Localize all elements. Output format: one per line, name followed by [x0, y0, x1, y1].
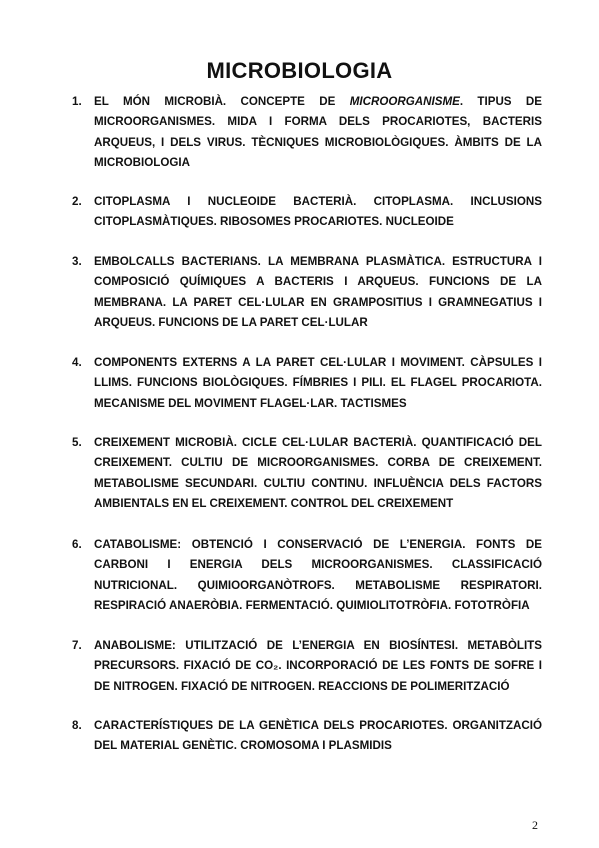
topic-number: 3. [72, 255, 82, 268]
topic-item [72, 636, 542, 697]
topic-item [72, 353, 542, 414]
topic-text: CREIXEMENT MICROBIÀ. CICLE CEL·LULAR BACTERIÀ. QUANTIFICACIÓ DEL CREIXEMENT. CULTIU DE MICROORGANISMES. CORBA DE CREIXEMENT. METABOLISME SECUNDARI. CULTIU CONTINU. INFLUÈNCIA DELS FACTORS AMBIENTALS EN EL CREIXEMENT. CONTROL DEL CREIXEMENT [94, 436, 542, 511]
topic-number: 4. [72, 356, 82, 369]
topic-number: 1. [72, 95, 82, 108]
topic-item [72, 192, 542, 233]
topic-item [72, 252, 542, 334]
topic-text: ANABOLISME: UTILITZACIÓ DE L’ENERGIA EN BIOSÍNTESI. METABÒLITS PRECURSORS. FIXACIÓ DE CO₂. INCORPORACIÓ DE LES FONTS DE SOFRE I DE NITROGEN. FIXACIÓ DE NITROGEN. REACCIONS DE POLIMERITZACIÓ [94, 639, 542, 693]
topic-text: COMPONENTS EXTERNS A LA PARET CEL·LULAR I MOVIMENT. CÀPSULES I LLIMS. FUNCIONS BIOLÒGIQUES. FÍMBRIES I PILI. EL FLAGEL PROCARIOTA. MECANISME DEL MOVIMENT FLAGEL·LAR. TACTISMES [94, 356, 542, 410]
topic-number: 7. [72, 639, 82, 652]
topic-number: 2. [72, 195, 82, 208]
topic-text: CITOPLASMA I NUCLEOIDE BACTERIÀ. CITOPLASMA. INCLUSIONS CITOPLASMÀTIQUES. RIBOSOMES PROCARIOTES. NUCLEOIDE [94, 195, 542, 229]
topic-item [72, 92, 542, 174]
topic-item [72, 433, 542, 515]
topic-number: 6. [72, 538, 82, 551]
topic-number: 8. [72, 719, 82, 732]
topic-text: CATABOLISME: OBTENCIÓ I CONSERVACIÓ DE L’ENERGIA. FONTS DE CARBONI I ENERGIA DELS MICROORGANISMES. CLASSIFICACIÓ NUTRICIONAL. QUIMIOORGANÒTROFS. METABOLISME RESPIRATORI. RESPIRACIÓ ANAERÒBIA. FERMENTACIÓ. QUIMIOLITOTRÒFIA. FOTOTRÒFIA [94, 538, 542, 613]
page-number: 2 [532, 818, 538, 832]
topic-item [72, 535, 542, 617]
topic-text [94, 92, 542, 174]
topic-text: CARACTERÍSTIQUES DE LA GENÈTICA DELS PROCARIOTES. ORGANITZACIÓ DEL MATERIAL GENÈTIC. CROMOSOMA I PLASMIDIS [94, 719, 542, 753]
topic-text: EMBOLCALLS BACTERIANS. LA MEMBRANA PLASMÀTICA. ESTRUCTURA I COMPOSICIÓ QUÍMIQUES A BACTERIS I ARQUEUS. FUNCIONS DE LA MEMBRANA. LA PARET CEL·LULAR EN GRAMPOSITIUS I GRAMNEGATIUS I ARQUEUS. FUNCIONS DE LA PARET CEL·LULAR [94, 255, 542, 330]
topic-number: 5. [72, 436, 82, 449]
page-title: MICROBIOLOGIA [206, 58, 393, 83]
topic-item [72, 716, 542, 757]
topic-text-part: . TIPUS DE MICROORGANISMES. MIDA I FORMA DELS PROCARIOTES, BACTERIS ARQUEUS, I DELS VIRUS. TÈCNIQUES MICROBIOLÒGIQUES. ÀMBITS DE LA MICROBIOLOGIA [94, 95, 542, 170]
topic-text-part: EL MÓN MICROBIÀ. CONCEPTE DE [94, 95, 350, 108]
topic-text-italic: MICROORGANISME [349, 95, 460, 108]
